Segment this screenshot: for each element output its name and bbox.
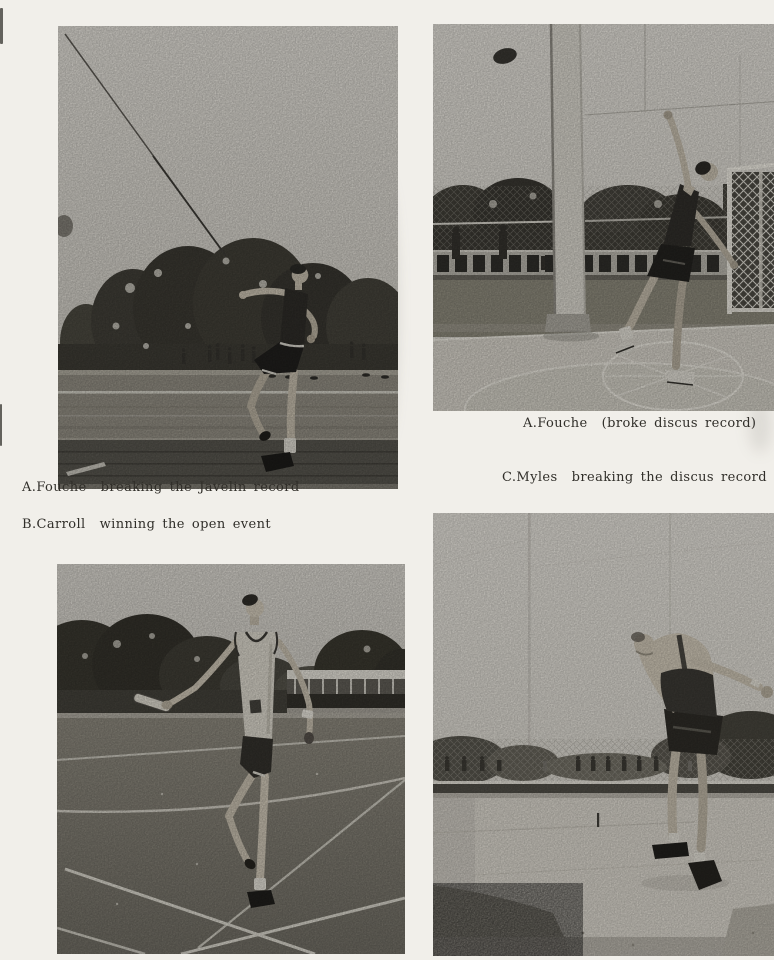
photo-sprint-finish — [57, 564, 405, 954]
scan-artifact — [0, 404, 2, 446]
photo-discus-fouche — [433, 24, 774, 411]
photo-javelin-throw — [58, 26, 398, 489]
caption-discus-myles: C.Myles breaking the discus record — [502, 470, 767, 485]
sprint-photo-illustration — [57, 564, 405, 954]
scan-artifact — [0, 8, 3, 44]
discus-photo-illustration — [433, 24, 774, 411]
caption-open-event: B.Carroll winning the open event — [22, 517, 272, 532]
caption-javelin: A.Fouche breaking the Javelin record — [22, 480, 300, 495]
javelin-photo-illustration — [58, 26, 398, 489]
photo-discus-myles — [433, 513, 774, 956]
discus-myles-photo-illustration — [433, 513, 774, 956]
caption-discus-fouche: A.Fouche (broke discus record) — [523, 416, 757, 431]
